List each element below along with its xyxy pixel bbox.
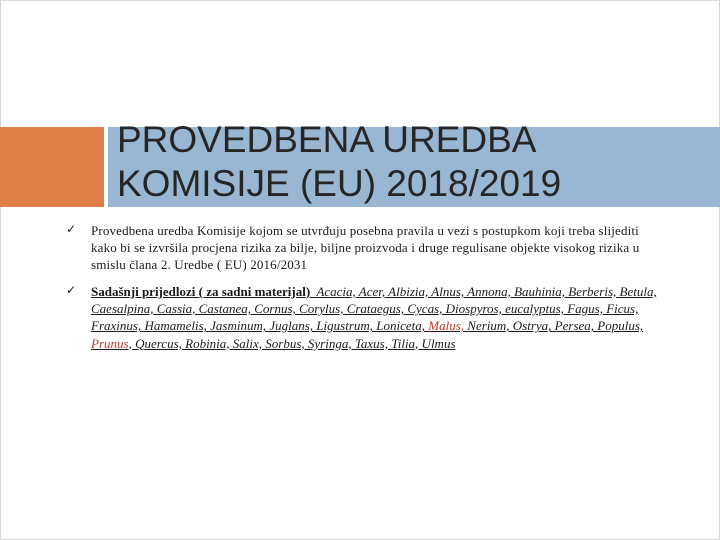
genera-list-part-2: Nerium, Ostrya, Persea, Populus, bbox=[467, 318, 644, 334]
checkmark-icon: ✓ bbox=[66, 222, 77, 236]
genus-prunus-highlight: Prunus bbox=[91, 335, 129, 351]
slide-title bbox=[117, 118, 717, 206]
accent-bar bbox=[0, 127, 104, 207]
bullet-text-genera bbox=[91, 283, 666, 352]
genus-malus-highlight: Malus, bbox=[428, 318, 465, 334]
genera-list-part-3: , Quercus, Robinia, Salix, Sorbus, Syringa, Taxus, Tilia, Ulmus bbox=[128, 335, 456, 351]
slide-title-line-1: PROVEDBENA UREDBA bbox=[117, 119, 537, 160]
slide-title-line-2: KOMISIJE (EU) 2018/2019 bbox=[117, 163, 562, 204]
proposals-lead: Sadašnji prijedlozi ( za sadni materijal) bbox=[91, 284, 311, 299]
checkmark-icon: ✓ bbox=[66, 283, 77, 297]
genera-list-part-1: Acacia, Acer, Albizia, Alnus, Annona, Bauhinia, Berberis, Betula, Caesalpina, Cassia, Castanea, Cornus, Corylus, Crataegus, Cycas, Diospyros, eucalyptus, Fagus, Ficus, Fraxinus, Hamamelis, Jasminum, Juglans, Ligustrum, Loniceta, bbox=[91, 284, 657, 334]
bullet-text: Provedbena uredba Komisije kojom se utvrđuju posebna pravila u vezi s postupkom koji treba slijediti kako bi se izvršila procjena rizika za bilje, biljne proizvoda i druge regulisane objekte visokog rizika u smislu člana 2. Uredbe ( EU) 2016/2031 bbox=[91, 223, 640, 272]
